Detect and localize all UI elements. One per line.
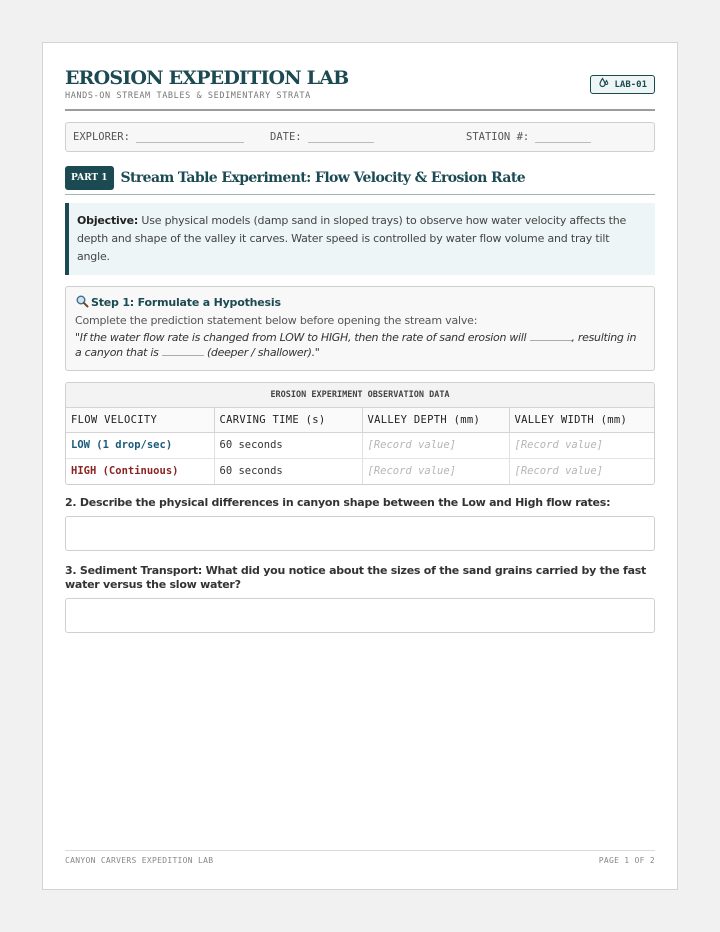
table-row: [66, 432, 654, 458]
hypothesis-heading: Step 1: Formulate a Hypothesis: [91, 296, 281, 309]
question-3: 3. Sediment Transport: What did you notice about the sizes of the sand grains carried by the fast water versus the slow water?: [65, 564, 647, 591]
table-header-row: [66, 408, 654, 432]
question-3-answer-box[interactable]: [65, 598, 655, 633]
flow-velocity-cell: HIGH (Continuous): [66, 458, 214, 484]
erosion-rate-blank[interactable]: [530, 330, 572, 341]
hypothesis-statement: [75, 330, 645, 360]
valley-width-input[interactable]: [Record value]: [514, 465, 604, 478]
objective-label: Objective:: [77, 214, 139, 227]
footer-lab-name: CANYON CARVERS EXPEDITION LAB: [65, 856, 214, 865]
date-field[interactable]: [270, 131, 374, 143]
question-2-answer-box[interactable]: [65, 516, 655, 551]
lab-id-badge: [590, 75, 655, 94]
page-header: [65, 67, 655, 111]
lab-title: EROSION EXPEDITION LAB: [65, 67, 349, 89]
carving-time-cell: 60 seconds: [214, 458, 362, 484]
flow-velocity-cell: LOW (1 drop/sec): [66, 432, 214, 458]
valley-width-input[interactable]: [Record value]: [509, 432, 654, 458]
explorer-label: EXPLORER:: [73, 131, 130, 143]
column-header: CARVING TIME (s): [214, 408, 362, 432]
magnifier-icon: [75, 294, 89, 311]
lab-subtitle: HANDS-ON STREAM TABLES & SEDIMENTARY STRATA: [65, 91, 311, 101]
column-header: FLOW VELOCITY: [66, 408, 214, 432]
objective-box: [65, 203, 655, 275]
station-field[interactable]: [466, 131, 591, 143]
page-footer: [65, 850, 655, 865]
part-header: [65, 166, 655, 195]
table-row: [66, 458, 654, 484]
explorer-blank[interactable]: [136, 132, 244, 143]
hypothesis-box: [65, 286, 655, 371]
table-caption: EROSION EXPERIMENT OBSERVATION DATA: [66, 383, 654, 408]
water-drop-icon: [598, 77, 610, 92]
statement-part-1: "If the water flow rate is changed from LOW to HIGH, then the rate of sand erosion will: [75, 331, 527, 344]
worksheet-page: [42, 42, 678, 890]
canyon-depth-blank[interactable]: [162, 345, 204, 356]
hypothesis-prompt: Complete the prediction statement below before opening the stream valve:: [75, 314, 478, 327]
student-info-box: [65, 122, 655, 152]
valley-depth-input[interactable]: [Record value]: [362, 432, 509, 458]
question-2: 2. Describe the physical differences in canyon shape between the Low and High flow rates:: [65, 496, 611, 509]
station-blank[interactable]: [535, 132, 591, 143]
valley-depth-input[interactable]: [Record value]: [362, 458, 509, 484]
date-blank[interactable]: [308, 132, 374, 143]
column-header: VALLEY DEPTH (mm): [362, 408, 509, 432]
lab-id-text: LAB-01: [614, 79, 647, 90]
observation-table: [65, 382, 655, 485]
date-label: DATE:: [270, 131, 302, 143]
part-title: Stream Table Experiment: Flow Velocity & Erosion Rate: [120, 170, 526, 186]
column-header: VALLEY WIDTH (mm): [509, 408, 654, 432]
station-label: STATION #:: [466, 131, 530, 143]
page-number: PAGE 1 OF 2: [598, 856, 655, 865]
carving-time-cell: 60 seconds: [214, 432, 362, 458]
statement-part-3: (deeper / shallower).": [206, 346, 320, 359]
statement-part-2: , resulting in a canyon that is: [75, 331, 637, 359]
part-badge: PART 1: [65, 166, 114, 190]
objective-text: Use physical models (damp sand in sloped trays) to observe how water velocity affects the depth and shape of the valley it carves. Water speed is controlled by water flow volume and tray tilt angle.: [77, 214, 627, 263]
explorer-field[interactable]: [73, 131, 244, 143]
